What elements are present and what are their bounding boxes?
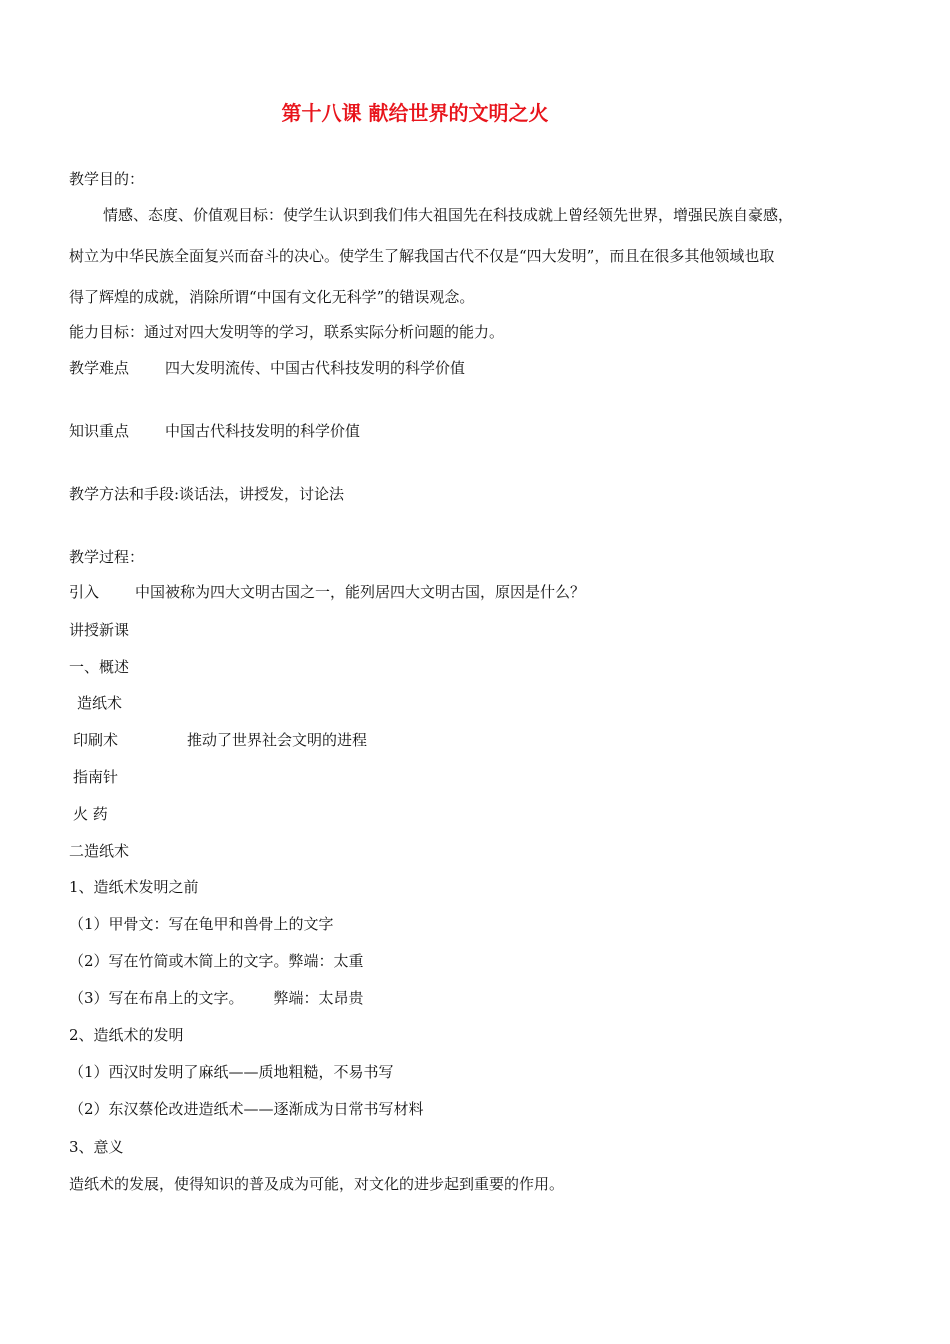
invention-gunpowder: 火 药 — [73, 805, 108, 823]
intro-label: 引入 — [69, 583, 100, 601]
before-item-3 — [69, 988, 364, 1008]
process-heading: 教学过程： — [69, 548, 145, 566]
before-item-3-drawback: 弊端：太昂贵 — [273, 989, 364, 1007]
methods: 教学方法和手段:谈话法，讲授发，讨论法 — [69, 485, 345, 503]
objectives-heading: 教学目的： — [69, 170, 145, 188]
significance-heading: 3、意义 — [69, 1138, 124, 1156]
key-point-row — [69, 421, 360, 441]
inventions-note: 推动了世界社会文明的进程 — [187, 731, 368, 749]
new-lesson-heading: 讲授新课 — [69, 621, 130, 639]
page-title: 第十八课 献给世界的文明之火 — [281, 101, 549, 125]
significance-text: 造纸术的发展，使得知识的普及成为可能，对文化的进步起到重要的作用。 — [69, 1175, 565, 1193]
emotional-goal-line-2: 树立为中华民族全面复兴而奋斗的决心。使学生了解我国古代不仅是“四大发明”，而且在很多其他领域也取 — [69, 247, 775, 265]
invention-printing: 印刷术 — [73, 731, 119, 749]
emotional-goal-line-1: 情感、态度、价值观目标：使学生认识到我们伟大祖国先在科技成就上曾经领先世界，增强民族自豪感， — [103, 206, 794, 224]
emotional-goal-line-3: 得了辉煌的成就，消除所谓“中国有文化无科学”的错误观念。 — [69, 288, 475, 306]
invention-compass: 指南针 — [73, 768, 119, 786]
key-point-text: 中国古代科技发明的科学价值 — [165, 422, 361, 440]
before-item-1: （1）甲骨文：写在龟甲和兽骨上的文字 — [69, 915, 334, 933]
before-item-3-text: （3）写在布帛上的文字。 — [69, 989, 244, 1007]
before-item-2: （2）写在竹简或木简上的文字。弊端：太重 — [69, 952, 364, 970]
invention-item-2: （2）东汉蔡伦改进造纸术——逐渐成为日常书写材料 — [69, 1100, 424, 1118]
before-heading: 1、造纸术发明之前 — [69, 878, 199, 896]
ability-goal: 能力目标：通过对四大发明等的学习，联系实际分析问题的能力。 — [69, 323, 505, 341]
difficulty-row — [69, 358, 465, 378]
difficulty-text: 四大发明流传、中国古代科技发明的科学价值 — [165, 359, 466, 377]
intro-text: 中国被称为四大文明古国之一，能列居四大文明古国，原因是什么？ — [135, 583, 586, 601]
papermaking-heading: 二造纸术 — [69, 842, 130, 860]
invention-paper: 造纸术 — [77, 694, 123, 712]
difficulty-label: 教学难点 — [69, 359, 130, 377]
key-point-label: 知识重点 — [69, 422, 130, 440]
intro-row — [69, 582, 585, 602]
invention-item-1: （1）西汉时发明了麻纸——质地粗糙，不易书写 — [69, 1063, 394, 1081]
overview-heading: 一、概述 — [69, 658, 130, 676]
invention-heading: 2、造纸术的发明 — [69, 1026, 184, 1044]
